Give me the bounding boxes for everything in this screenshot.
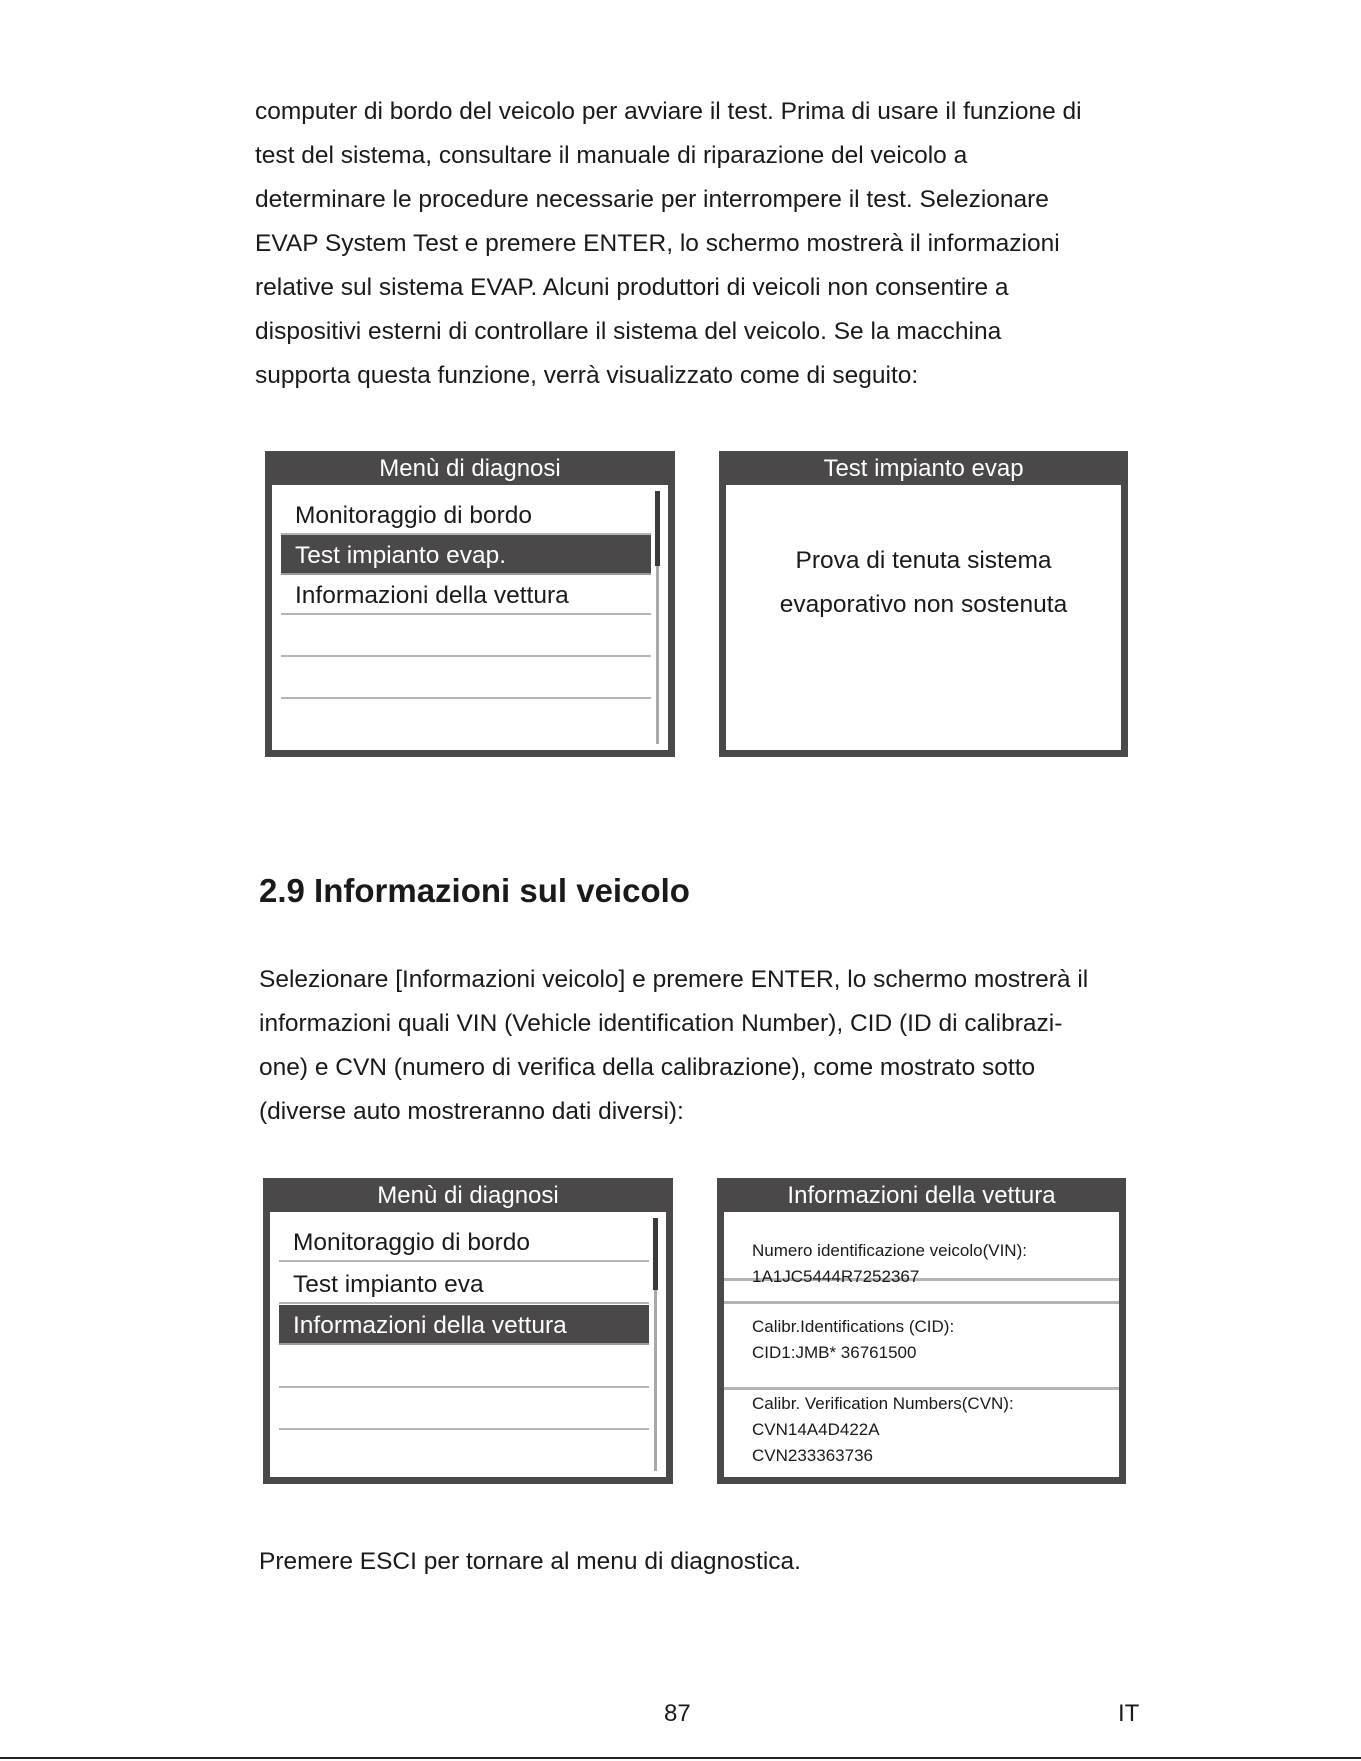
divider — [724, 1301, 1119, 1304]
cvn-value: CVN14A4D422A — [752, 1420, 880, 1439]
section-paragraph — [259, 958, 1159, 1134]
cvn-value: CVN233363736 — [752, 1446, 873, 1465]
menu-item-empty — [279, 1390, 649, 1430]
screen-title: Informazioni della vettura — [724, 1178, 1119, 1212]
menu-item-vehicle-info[interactable]: Informazioni della vettura — [281, 575, 651, 615]
section-line: (diverse auto mostreranno dati diversi): — [259, 1098, 684, 1125]
scrollbar[interactable] — [654, 1218, 657, 1471]
closing-paragraph — [259, 1540, 1159, 1584]
screen-title: Menù di diagnosi — [272, 451, 668, 485]
vin-label: Numero identificazione veicolo(VIN): — [752, 1241, 1027, 1260]
intro-line: relative sul sistema EVAP. Alcuni produttori di veicoli non consentire a — [255, 274, 1009, 301]
vin-value-block — [724, 1264, 1119, 1304]
menu-item-empty — [279, 1348, 649, 1388]
menu-item-empty — [281, 659, 651, 699]
intro-line: dispositivi esterni di controllare il sistema del veicolo. Se la macchina — [255, 318, 1002, 345]
evap-message-line: evaporativo non sostenuta — [779, 591, 1068, 618]
cvn-label: Calibr. Verification Numbers(CVN): — [752, 1394, 1014, 1413]
menu-item-onboard-monitoring[interactable]: Monitoraggio di bordo — [279, 1222, 649, 1262]
intro-line: determinare le procedure necessarie per interrompere il test. Selezionare — [255, 186, 1049, 213]
scrollbar-thumb[interactable] — [653, 1218, 658, 1290]
screen-title: Menù di diagnosi — [270, 1178, 666, 1212]
section-heading: 2.9 Informazioni sul veicolo — [259, 872, 690, 909]
intro-paragraph — [255, 90, 1155, 398]
language-code: IT — [1118, 1700, 1140, 1727]
menu-item-vehicle-info[interactable]: Informazioni della vettura — [279, 1305, 649, 1345]
menu-item-evap-test[interactable]: Test impianto evap. — [281, 535, 651, 575]
scrollbar[interactable] — [656, 491, 659, 744]
menu-item-onboard-monitoring[interactable]: Monitoraggio di bordo — [281, 495, 651, 535]
section-line: one) e CVN (numero di verifica della calibrazione), come mostrato sotto — [259, 1054, 1036, 1081]
divider — [724, 1387, 1119, 1390]
intro-line: computer di bordo del veicolo per avviare il test. Prima di usare il funzione di — [255, 98, 1082, 125]
cvn-block — [724, 1391, 1119, 1469]
screen-title: Test impianto evap — [726, 451, 1121, 485]
closing-line: Premere ESCI per tornare al menu di diagnostica. — [259, 1548, 801, 1575]
vin-value: 1A1JC5444R7252367 — [752, 1267, 920, 1286]
evap-test-screen — [719, 451, 1128, 757]
evap-message-line: Prova di tenuta sistema — [795, 547, 1052, 574]
intro-line: EVAP System Test e premere ENTER, lo schermo mostrerà il informazioni — [255, 230, 1060, 257]
section-line: informazioni quali VIN (Vehicle identification Number), CID (ID di calibrazi- — [259, 1010, 1063, 1037]
diagnostic-menu-screen — [265, 451, 675, 757]
intro-line: supporta questa funzione, verrà visualizzato come di seguito: — [255, 362, 919, 389]
cid-value: CID1:JMB* 36761500 — [752, 1343, 917, 1362]
page-number: 87 — [664, 1700, 691, 1727]
vehicle-info-screen — [717, 1178, 1126, 1484]
cid-block — [724, 1314, 1119, 1366]
intro-line: test del sistema, consultare il manuale di riparazione del veicolo a — [255, 142, 968, 169]
menu-item-empty — [281, 617, 651, 657]
diagnostic-menu-screen — [263, 1178, 673, 1484]
bottom-rule — [0, 1757, 1361, 1759]
menu-item-evap-test[interactable]: Test impianto eva — [279, 1264, 649, 1304]
section-line: Selezionare [Informazioni veicolo] e premere ENTER, lo schermo mostrerà il — [259, 966, 1089, 993]
scrollbar-thumb[interactable] — [655, 491, 660, 566]
cid-label: Calibr.Identifications (CID): — [752, 1317, 955, 1336]
